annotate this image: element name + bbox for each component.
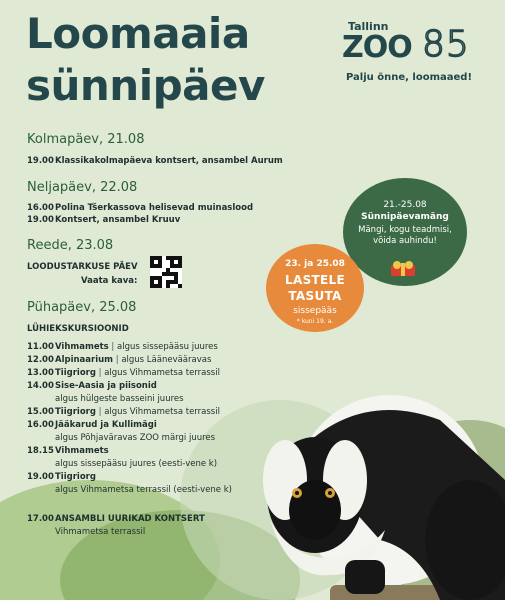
event-time: 19.00 [27,215,54,225]
event-desc: Kontsert, ansambel Kruuv [55,215,181,225]
kids-line-1: LASTELE [285,273,345,287]
tour-row [27,368,220,379]
logo-tagline: Palju õnne, loomaaed! [346,72,473,83]
tour-separator: | [108,342,118,352]
tour-row [27,472,96,483]
tour-time: 19.00 [27,472,54,482]
tour-row [27,342,218,353]
concert-time: 17.00 [27,514,54,524]
day-heading-thursday: Neljapäev, 22.08 [27,180,138,195]
tour-separator: | [113,355,122,365]
event-row [27,203,253,214]
kids-free-entry-badge [266,244,364,332]
tour-location: algus Läänevääravas [121,355,212,365]
tour-row [27,446,109,457]
tour-time: 18.15 [27,446,54,456]
event-row [27,215,180,226]
tour-row [27,381,157,392]
tour-location: algus sissepääsu juures [117,342,218,352]
tour-time: 13.00 [27,368,54,378]
tour-separator: | [95,407,105,417]
event-row [27,156,283,167]
tour-name: Vihmamets [55,342,109,352]
tour-name: Vihmamets [55,446,109,456]
tallinn-zoo-85-logo [338,20,488,90]
tour-row [27,420,157,431]
tour-name: Jääkarud ja Kullimägi [55,420,157,430]
tour-name: Alpinaarium [55,355,114,365]
logo-zoo: ZOO [342,30,412,65]
tour-location-line: algus Põhjaväravas ZOO märgi juures [55,433,216,443]
birthday-game-badge [343,178,467,286]
kids-footnote: * kuni 19. a. [296,318,334,325]
tour-location-line: algus Vihmametsa terrassil (eesti-vene k) [55,485,232,495]
event-time: 19.00 [27,156,54,166]
event-time: 16.00 [27,203,54,213]
tour-location: algus Vihmametsa terrassil [104,368,220,378]
event-desc: Klassikakolmapäeva kontsert, ansambel Aurum [55,156,283,166]
kids-line-2: TASUTA [288,289,342,303]
tour-time: 16.00 [27,420,54,430]
kids-dates: 23. ja 25.08 [285,259,345,269]
tour-name: Sise-Aasia ja piisonid [55,381,157,391]
concert-location: Vihmametsa terrassil [55,527,146,537]
tour-name: Tiigriorg [55,407,96,417]
nature-day-label: LOODUSTARKUSE PÄEV [27,262,138,272]
tour-separator: | [95,368,105,378]
day-heading-wednesday: Kolmapäev, 21.08 [27,132,145,147]
page-title [26,8,265,112]
game-dates: 21.-25.08 [383,200,427,210]
tour-location-line: algus sissepääsu juures (eesti-vene k) [55,459,218,469]
tour-time: 14.00 [27,381,54,391]
title-line-2: sünnipäev [26,61,265,110]
tour-name: Tiigriorg [55,368,96,378]
game-description: Mängi, kogu teadmisi, võida auhindu! [358,225,452,246]
tour-time: 12.00 [27,355,54,365]
day-heading-friday: Reede, 23.08 [27,238,114,253]
tours-subtitle: LÜHIEKSKURSIOONID [27,324,129,334]
tour-row [27,355,211,366]
tour-row [27,407,220,418]
kids-line-3: sissepääs [293,306,337,316]
day-heading-sunday: Pühapäev, 25.08 [27,300,137,315]
tour-time: 15.00 [27,407,54,417]
logo-number: 85 [422,24,470,65]
see-program-label: Vaata kava: [81,276,138,286]
tour-location-line: algus hülgeste basseini juures [55,394,184,404]
concert-row [27,514,205,525]
event-desc: Polina Tšerkassova helisevad muinaslood [55,203,254,213]
concert-name: ANSAMBLI UURIKAD KONTSERT [55,514,205,524]
logo-city: Tallinn [348,20,389,33]
tour-location: algus Vihmametsa terrassil [104,407,220,417]
game-prize-icon [388,260,418,278]
title-line-1: Loomaaia [26,9,250,58]
qr-code-icon[interactable] [150,256,182,288]
tour-name: Tiigriorg [55,472,96,482]
game-title: Sünnipäevamäng [361,212,449,222]
tour-time: 11.00 [27,342,54,352]
